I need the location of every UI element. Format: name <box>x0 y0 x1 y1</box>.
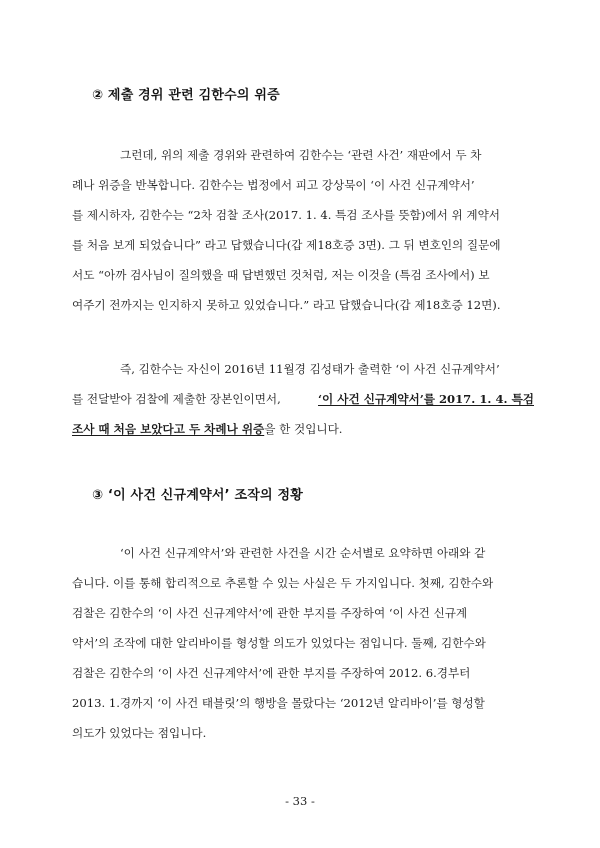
text-run: 를 제시하자, 김한수는 “2차 검찰 조사(2017. 1. 4. 특검 조사를 뜻함)에서 위 계약서 <box>72 208 500 222</box>
text-run: 를 전달받아 검찰에 제출한 장본인이면서, <box>72 392 281 406</box>
text-run: 즉, 김한수는 자신이 2016년 11월경 김성태가 출력한 ‘이 사건 신규계약서’ <box>120 362 500 376</box>
text-run: ‘이 사건 신규계약서’와 관련한 사건을 시간 순서별로 요약하면 아래와 같 <box>120 546 486 560</box>
text-run: 를 처음 보게 되었습니다” 라고 답했습니다(갑 제18호증 3면). 그 뒤 변호인의 질문에 <box>72 238 501 252</box>
text-run: 그런데, 위의 제출 경위와 관련하여 김한수는 ‘관련 사건’ 재판에서 두 차 <box>120 148 482 162</box>
text-run: 서도 “아까 검사님이 질의했을 때 답변했던 것처럼, 저는 이것을 (특검 조사에서) 보 <box>72 268 490 282</box>
text-run: 검찰은 김한수의 ‘이 사건 신규계약서’에 관한 부지를 주장하여 ‘이 사건 신규계 <box>72 606 468 620</box>
page-number: - 33 - <box>285 794 315 808</box>
paragraph-line <box>72 391 534 407</box>
emphasized-text: ‘이 사건 신규계약서’를 2017. 1. 4. 특검 <box>318 392 534 406</box>
paragraph-line <box>72 237 534 253</box>
text-run: 례나 위증을 반복합니다. 김한수는 법정에서 피고 강상묵이 ‘이 사건 신규계약서’ <box>72 178 475 192</box>
paragraph-line <box>72 665 534 681</box>
paragraph-line <box>72 695 534 711</box>
paragraph-line <box>72 177 534 193</box>
paragraph-line <box>72 725 534 741</box>
section-heading-2: ② 제출 경위 관련 김한수의 위증 <box>92 88 280 103</box>
emphasized-text: 조사 때 처음 보았다고 두 차례나 위증 <box>72 422 265 436</box>
text-run: 검찰은 김한수의 ‘이 사건 신규계약서’에 관한 부지를 주장하여 2012. 6.경부터 <box>72 666 471 680</box>
paragraph-line <box>120 545 534 561</box>
text-run: 습니다. 이를 통해 합리적으로 추론할 수 있는 사실은 두 가지입니다. 첫째, 김한수와 <box>72 576 494 590</box>
paragraph-line <box>72 267 534 283</box>
text-run: 의도가 있었다는 점입니다. <box>72 726 207 740</box>
paragraph-line <box>72 575 534 591</box>
paragraph-line <box>72 421 534 437</box>
paragraph-line <box>72 207 534 223</box>
paragraph-line <box>72 635 534 651</box>
paragraph-line <box>120 361 534 377</box>
paragraph-line <box>120 147 534 163</box>
text-run: 여주기 전까지는 인지하지 못하고 있었습니다.” 라고 답했습니다(갑 제18호증 12면). <box>72 298 501 312</box>
paragraph-line <box>72 605 534 621</box>
text-run: 2013. 1.경까지 ‘이 사건 태블릿’의 행방을 몰랐다는 ‘2012년 알리바이’를 형성할 <box>72 696 485 710</box>
paragraph-line <box>72 297 534 313</box>
text-run: 약서’의 조작에 대한 알리바이를 형성할 의도가 있었다는 점입니다. 둘째, 김한수와 <box>72 636 486 650</box>
section-heading-3: ③ ‘이 사건 신규계약서’ 조작의 정황 <box>92 488 303 503</box>
text-run: 을 한 것입니다. <box>264 422 343 436</box>
